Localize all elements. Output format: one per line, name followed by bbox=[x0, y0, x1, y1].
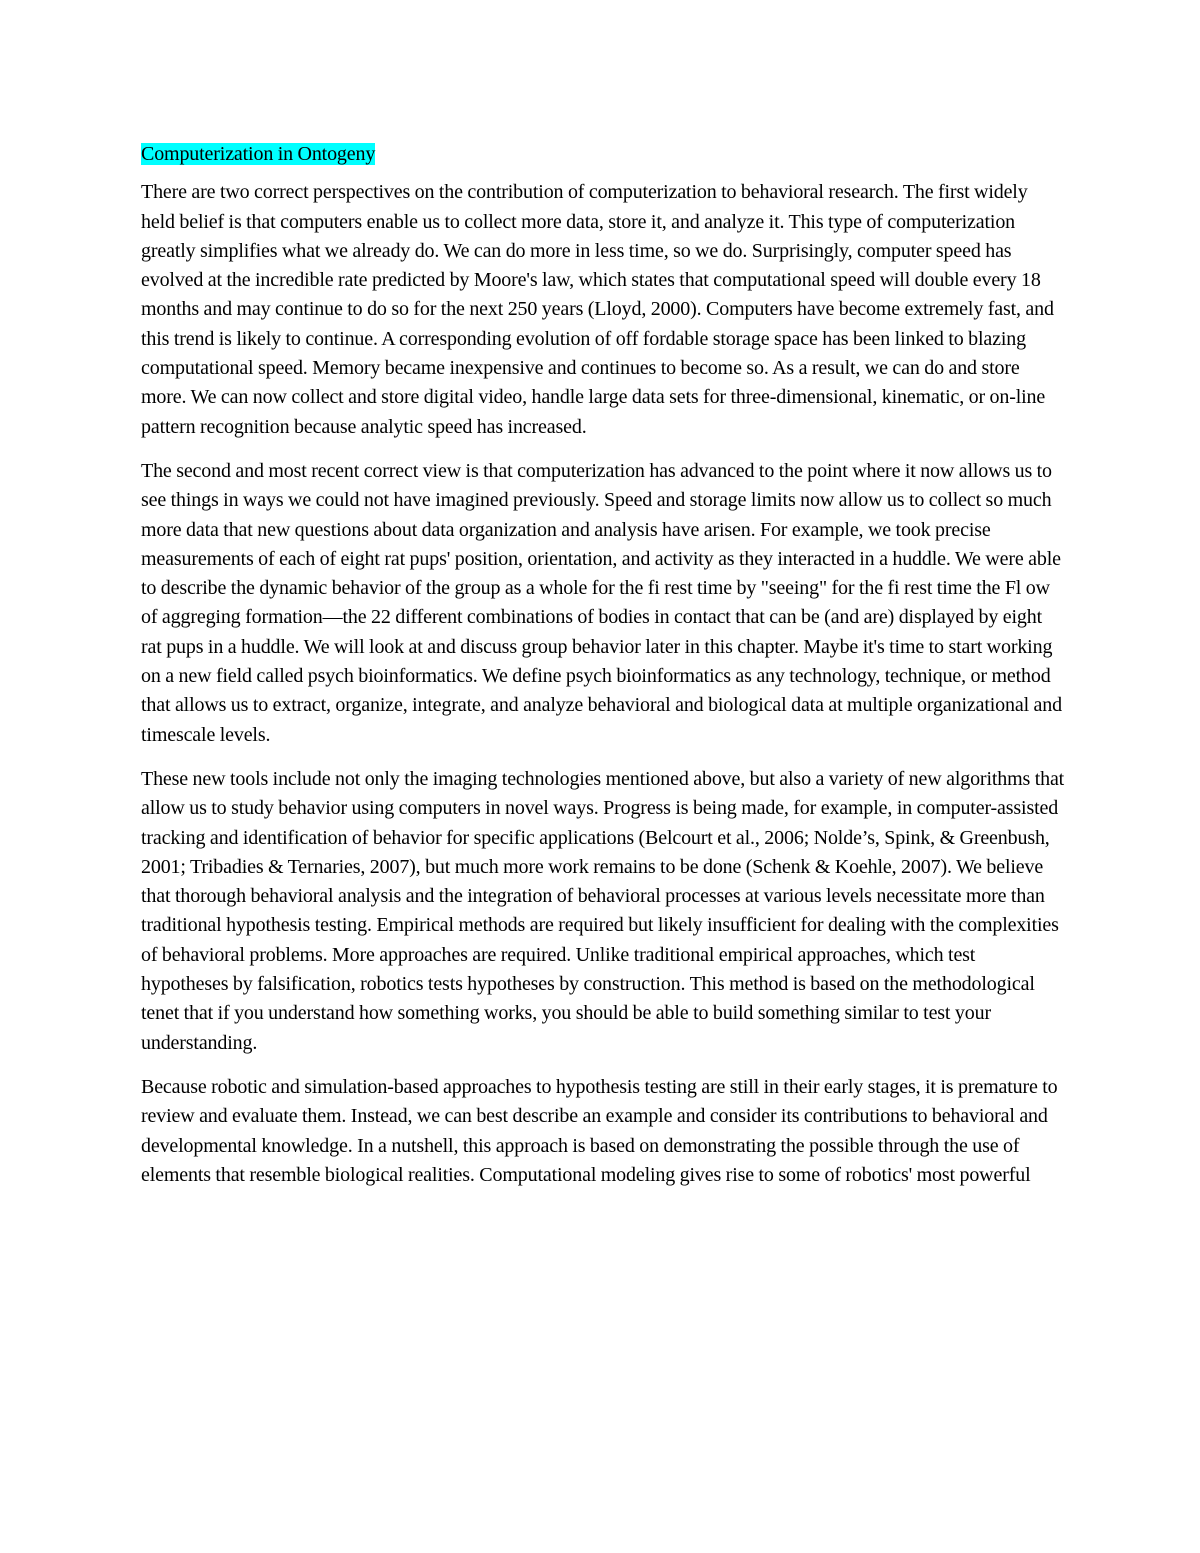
paragraph-2: The second and most recent correct view is that computerization has advanced to the point where it now allows us to see things in ways we could not have imagined previously. Speed and storage limits now allow us to collect so much more data that new questions about data organization and analysis have arisen. For example, we took precise measurements of each of eight rat pups' position, orientation, and activity as they interacted in a huddle. We were able to describe the dynamic behavior of the group as a whole for the fi rest time by "seeing" for the fi rest time the Fl ow of aggreging formation—the 22 different combinations of bodies in contact that can be (and are) displayed by eight rat pups in a huddle. We will look at and discuss group behavior later in this chapter. Maybe it's time to start working on a new field called psych bioinformatics. We define psych bioinformatics as any technology, technique, or method that allows us to extract, organize, integrate, and analyze behavioral and biological data at multiple organizational and timescale levels. bbox=[141, 459, 1062, 746]
document-body bbox=[141, 140, 1065, 1205]
paragraph-1: There are two correct perspectives on the contribution of computerization to behavioral research. The first widely held belief is that computers enable us to collect more data, store it, and analyze it. This type of computerization greatly simplifies what we already do. We can do more in less time, so we do. Surprisingly, computer speed has evolved at the incredible rate predicted by Moore's law, which states that computational speed will double every 18 months and may continue to do so for the next 250 years (Lloyd, 2000). Computers have become extremely fast, and this trend is likely to continue. A corresponding evolution of off fordable storage space has been linked to blazing computational speed. Memory became inexpensive and continues to become so. As a result, we can do and store more. We can now collect and store digital video, handle large data sets for three-dimensional, kinematic, or on-line pattern recognition because analytic speed has increased. bbox=[141, 181, 1054, 438]
paragraph-4: Because robotic and simulation-based approaches to hypothesis testing are still in their early stages, it is premature to review and evaluate them. Instead, we can best describe an example and consider its contributions to behavioral and developmental knowledge. In a nutshell, this approach is based on demonstrating the possible through the use of elements that resemble biological realities. Computational modeling gives rise to some of robotics' most powerful bbox=[141, 1075, 1058, 1186]
paragraph-3: These new tools include not only the imaging technologies mentioned above, but also a variety of new algorithms that allow us to study behavior using computers in novel ways. Progress is being made, for example, in computer-assisted tracking and identification of behavior for specific applications (Belcourt et al., 2006; Nolde’s, Spink, & Greenbush, 2001; Tribadies & Ternaries, 2007), but much more work remains to be done (Schenk & Koehle, 2007). We believe that thorough behavioral analysis and the integration of behavioral processes at various levels necessitate more than traditional hypothesis testing. Empirical methods are required but likely insufficient for dealing with the complexities of behavioral problems. More approaches are required. Unlike traditional empirical approaches, which test hypotheses by falsification, robotics tests hypotheses by construction. This method is based on the methodological tenet that if you understand how something works, you should be able to build something similar to test your understanding. bbox=[141, 767, 1065, 1054]
document-title bbox=[141, 140, 1065, 169]
title-highlight: Computerization in Ontogeny bbox=[141, 143, 376, 165]
